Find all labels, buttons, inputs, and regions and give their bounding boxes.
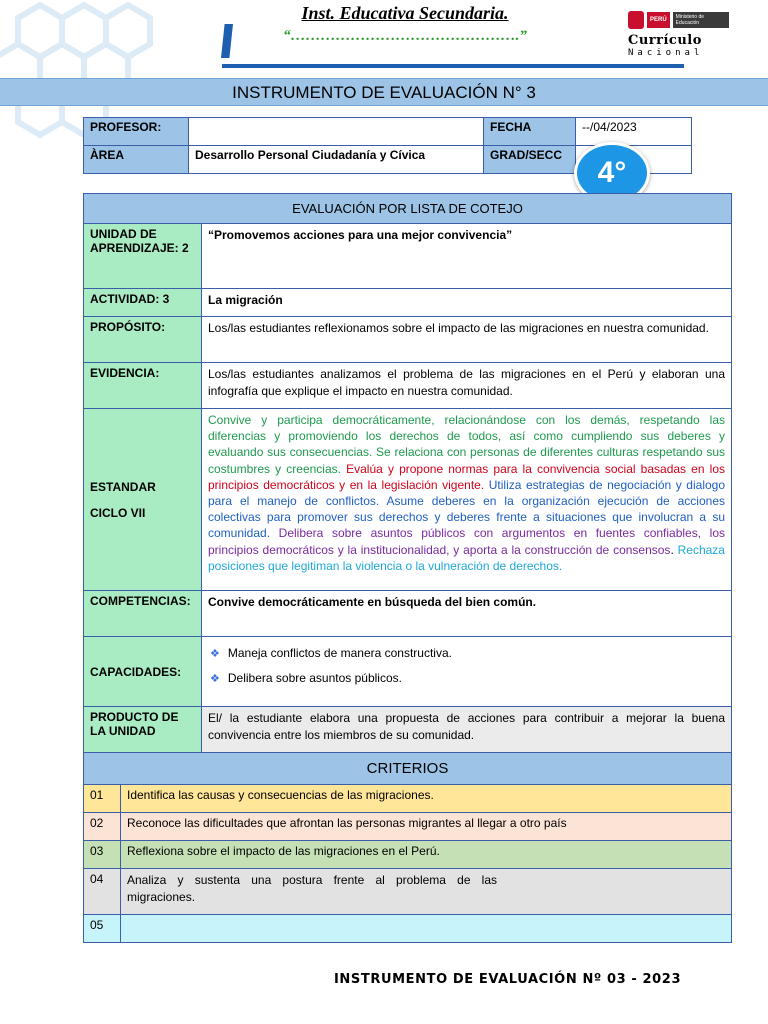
criterion-text: Reconoce las dificultades que afrontan las personas migrantes al llegar a otro país [121, 813, 732, 841]
table-row [84, 915, 732, 943]
actividad-value: La migración [202, 289, 732, 317]
criterion-number: 03 [84, 841, 121, 869]
criteria-header: CRITERIOS [84, 753, 732, 785]
evidencia-label: EVIDENCIA: [84, 363, 202, 409]
competencia-label: COMPETENCIAS: [84, 591, 202, 637]
capacidad-text: Maneja conflictos de manera constructiva. [227, 646, 452, 660]
list-item [210, 646, 725, 660]
info-row-profesor [84, 118, 692, 146]
estandar-label [84, 409, 202, 591]
area-field[interactable]: Desarrollo Personal Ciudadanía y Cívica [189, 146, 484, 174]
actividad-label: ACTIVIDAD: 3 [84, 289, 202, 317]
logo-curriculo-text: Currículo [628, 33, 702, 48]
criteria-table [83, 752, 732, 943]
list-item [210, 671, 725, 685]
diamond-bullet-icon: ❖ [210, 672, 220, 685]
criterion-text[interactable] [121, 915, 732, 943]
institution-name: Inst. Educativa Secundaria. [301, 3, 509, 23]
proposito-label: PROPÓSITO: [84, 317, 202, 363]
criterion-text [121, 869, 732, 915]
logo-peru-label: PERÚ [647, 12, 670, 28]
evaluation-header: EVALUACIÓN POR LISTA DE COTEJO [84, 194, 732, 224]
producto-value: El/ la estudiante elabora una propuesta de acciones para contribuir a mejorar la buena convivencia entre los miembros de su comunidad. [202, 707, 732, 753]
area-label: ÀREA [84, 146, 189, 174]
fecha-label: FECHA [484, 118, 576, 146]
unidad-value: “Promovemos acciones para una mejor convivencia” [202, 224, 732, 289]
logo-nacional-text: Nacional [628, 48, 704, 58]
evaluation-table [83, 193, 732, 753]
proposito-value: Los/las estudiantes reflexionamos sobre el impacto de las migraciones en nuestra comunidad. [202, 317, 732, 363]
criterion-number: 05 [84, 915, 121, 943]
estandar-text [202, 409, 732, 591]
criterion-text: Reflexiona sobre el impacto de las migraciones en el Perú. [121, 841, 732, 869]
evidencia-value: Los/las estudiantes analizamos el problema de las migraciones en el Perú y elaboran una infografía que explique el impacto en nuestra comunidad. [202, 363, 732, 409]
footer-title: INSTRUMENTO DE EVALUACIÓN Nº 03 - 2023 [334, 972, 682, 987]
estandar-label-line2: CICLO VII [90, 505, 146, 520]
estandar-part-convive: Convive y participa democráticamente, relacionándose con los demás, respetando las diferencias y promoviendo los derechos de todos, así como cumpliendo sus deberes y evaluando sus consecuencias. Se relaciona con personas de diferentes culturas respetando sus costumbres y creencias. [208, 413, 725, 476]
estandar-part-evalua: Evalúa y propone normas para la convivencia social basadas en los principios democráticos y en la legislación vigente. [208, 461, 725, 492]
logo-ministry-label: Ministerio de Educación [673, 12, 729, 28]
profesor-field[interactable] [189, 118, 484, 146]
estandar-label-line1: ESTANDAR [90, 479, 156, 494]
table-row [84, 813, 732, 841]
estandar-part-separator: . [670, 542, 678, 557]
criterion-text-content: Analiza y sustenta una postura frente al problema de las migraciones. [127, 873, 497, 904]
table-row [84, 841, 732, 869]
peru-shield-icon [628, 11, 644, 29]
criterion-number: 04 [84, 869, 121, 915]
page-title: INSTRUMENTO DE EVALUACIÓN N° 3 [0, 78, 768, 106]
institution-quote: “……………………………………….” [283, 28, 527, 44]
profesor-label: PROFESOR: [84, 118, 189, 146]
criterion-text: Identifica las causas y consecuencias de las migraciones. [121, 785, 732, 813]
fecha-field[interactable]: --/04/2023 [576, 118, 692, 146]
criterion-number: 02 [84, 813, 121, 841]
unidad-label: UNIDAD DE APRENDIZAJE: 2 [84, 224, 202, 289]
table-row [84, 785, 732, 813]
grado-label: GRAD/SECC [484, 146, 576, 174]
estandar-part-rechaza: Rechaza posiciones que legitiman la violencia o la vulneración de derechos. [208, 542, 725, 573]
table-row [84, 869, 732, 915]
diamond-bullet-icon: ❖ [210, 647, 220, 660]
curriculo-nacional-logo [628, 10, 740, 64]
header-divider [222, 64, 684, 68]
estandar-part-delibera: Delibera sobre asuntos públicos con argumentos en fuentes confiables, los principios democráticos y la institucionalidad, y aporta a la construcción de consensos [208, 526, 726, 557]
criterion-number: 01 [84, 785, 121, 813]
competencia-value: Convive democráticamente en búsqueda del bien común. [202, 591, 732, 637]
capacidades-list [202, 637, 732, 707]
grade-badge: 4° [574, 142, 650, 204]
capacidad-text: Delibera sobre asuntos públicos. [227, 671, 402, 685]
capacidades-label: CAPACIDADES: [84, 637, 202, 707]
producto-label: PRODUCTO DE LA UNIDAD [84, 707, 202, 753]
estandar-part-utiliza: Utiliza estrategias de negociación y dialogo para el manejo de conflictos. Asume deberes en la organización ejecución de acciones colectivas para promover sus derechos y deberes frente a situaciones que involucran a su comunidad. [208, 477, 726, 541]
